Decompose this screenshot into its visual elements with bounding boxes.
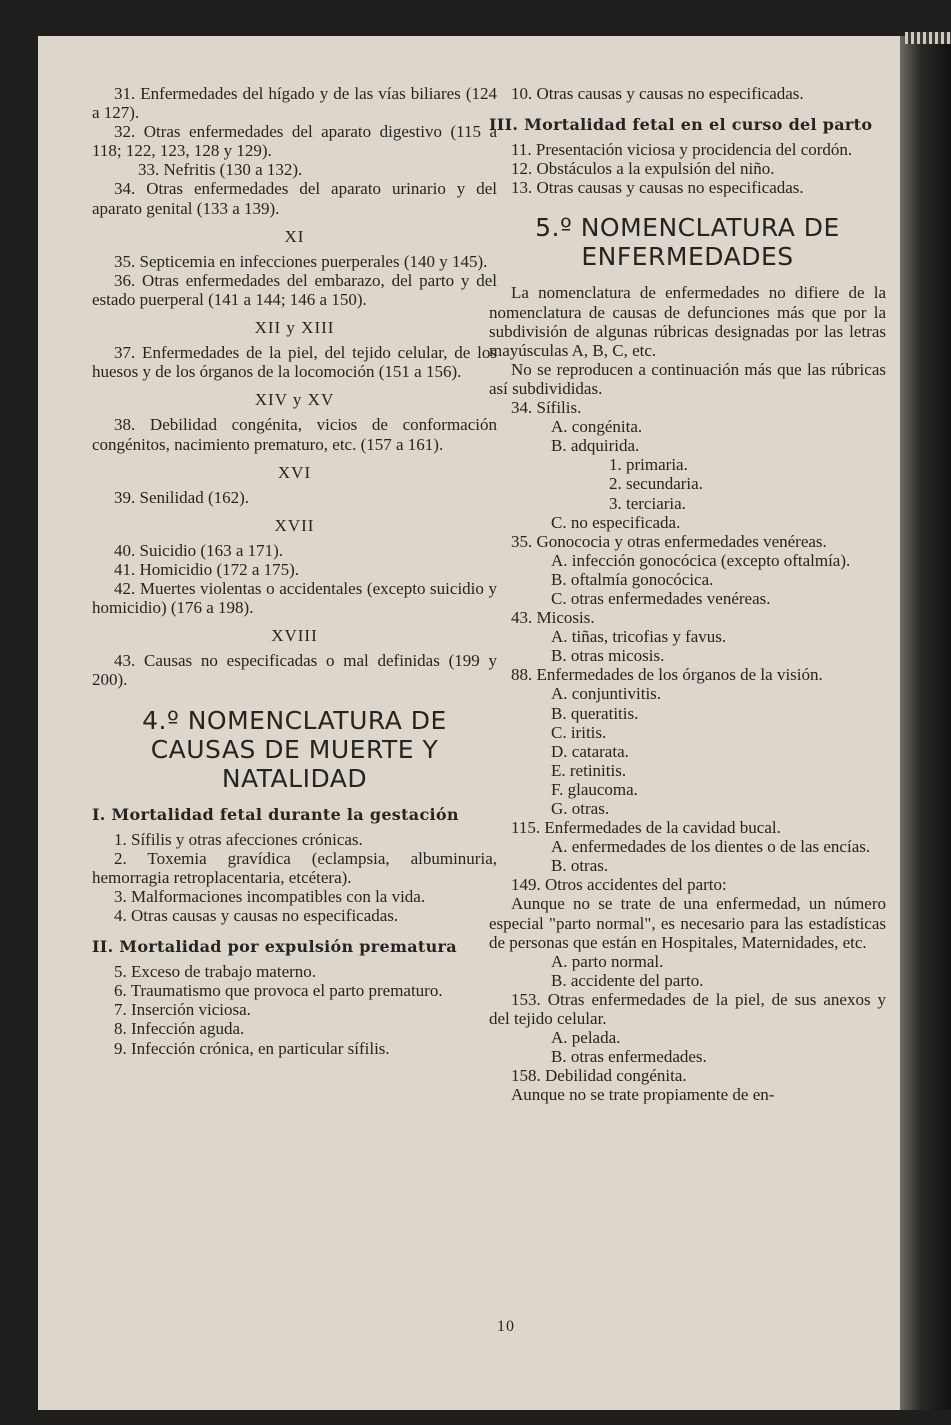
list-item: 2. Toxemia gravídica (eclampsia, albuminuria, hemorragia retroplacentaria, etcétera). bbox=[92, 848, 497, 887]
list-item: 36. Otras enfermedades del embarazo, del parto y del estado puerperal (141 a 144; 146 a 150). bbox=[92, 270, 497, 309]
section-title: 4.º NOMENCLATURA DE CAUSAS DE MUERTE Y NATALIDAD bbox=[142, 705, 447, 793]
list-item: G. otras. bbox=[551, 799, 610, 818]
list-item: 12. Obstáculos a la expulsión del niño. bbox=[511, 159, 775, 179]
list-item: 42. Muertes violentas o accidentales (excepto suicidio y homicidio) (176 a 198). bbox=[92, 579, 497, 618]
list-item: B. oftalmía gonocócica. bbox=[551, 569, 714, 589]
list-item: 35. Gonococia y otras enfermedades venéreas. bbox=[511, 531, 827, 551]
list-item: 1. primaria. bbox=[609, 455, 688, 475]
list-item: 8. Infección aguda. bbox=[114, 1019, 245, 1039]
list-item: 33. Nefritis (130 a 132). bbox=[138, 160, 303, 180]
group-heading: XVII bbox=[274, 515, 315, 535]
list-item: 34. Otras enfermedades del aparato urinario y del aparato genital (133 a 139). bbox=[92, 179, 497, 218]
list-item: 149. Otros accidentes del parto: bbox=[511, 875, 727, 895]
page-edge bbox=[905, 32, 951, 44]
list-item: 6. Traumatismo que provoca el parto prematuro. bbox=[114, 981, 443, 1001]
paragraph: La nomenclatura de enfermedades no difiere de la nomenclatura de causas de defunciones más que por la subdivisión de algunas rúbricas designadas por las letras mayúsculas A, B, C, etc. bbox=[489, 283, 886, 360]
group-heading: XI bbox=[284, 226, 305, 246]
list-item: 4. Otras causas y causas no especificadas. bbox=[114, 906, 399, 925]
subsection-heading: I. Mortalidad fetal durante la gestación bbox=[92, 804, 459, 824]
list-item: 11. Presentación viciosa y procidencia del cordón. bbox=[511, 140, 853, 160]
list-item: B. adquirida. bbox=[551, 436, 640, 456]
paragraph: Aunque no se trate propiamente de en- bbox=[511, 1085, 775, 1105]
list-item: B. otras. bbox=[551, 856, 609, 876]
list-item: 88. Enfermedades de los órganos de la visión. bbox=[511, 665, 823, 685]
paragraph: No se reproducen a continuación más que las rúbricas así subdivididas. bbox=[489, 359, 886, 398]
list-item: A. infección gonocócica (excepto oftalmía). bbox=[551, 550, 851, 570]
list-item: 43. Causas no especificadas o mal definidas (199 y 200). bbox=[92, 651, 497, 690]
paragraph: Aunque no se trate de una enfermedad, un número especial "parto normal", es necesario para las estadísticas de personas que están en Hospitales, Maternidades, etc. bbox=[489, 894, 886, 952]
list-item: 40. Suicidio (163 a 171). bbox=[114, 540, 284, 560]
list-item: B. otras enfermedades. bbox=[551, 1047, 707, 1067]
list-item: 39. Senilidad (162). bbox=[114, 487, 250, 507]
group-heading: XVI bbox=[277, 462, 312, 482]
list-item: 7. Inserción viciosa. bbox=[114, 1000, 251, 1020]
list-item: 32. Otras enfermedades del aparato digestivo (115 a 118; 122, 123, 128 y 129). bbox=[92, 122, 497, 161]
list-item: 34. Sífilis. bbox=[511, 398, 582, 418]
section-title: 5.º NOMENCLATURA DE ENFERMEDADES bbox=[535, 213, 840, 272]
list-item: 158. Debilidad congénita. bbox=[511, 1066, 687, 1086]
list-item: A. enfermedades de los dientes o de las encías. bbox=[551, 837, 871, 857]
list-item: B. accidente del parto. bbox=[551, 970, 704, 990]
right-column bbox=[489, 84, 886, 1105]
list-item: 37. Enfermedades de la piel, del tejido celular, de los huesos y de los órganos de la locomoción (151 a 156). bbox=[92, 343, 497, 382]
left-column bbox=[92, 84, 497, 1058]
list-item: D. catarata. bbox=[551, 741, 629, 761]
list-item: A. tiñas, tricofias y favus. bbox=[551, 627, 727, 647]
list-item: 3. terciaria. bbox=[609, 493, 686, 513]
list-item: 38. Debilidad congénita, vicios de conformación congénitos, nacimiento prematuro, etc. (157 a 161). bbox=[92, 415, 497, 454]
list-item: C. iritis. bbox=[551, 722, 607, 742]
list-item: 9. Infección crónica, en particular sífilis. bbox=[114, 1038, 390, 1058]
list-item: F. glaucoma. bbox=[551, 779, 638, 799]
group-heading: XVIII bbox=[271, 626, 318, 646]
list-item: E. retinitis. bbox=[551, 760, 627, 780]
list-item: C. no especificada. bbox=[551, 512, 681, 532]
list-item: A. pelada. bbox=[551, 1028, 621, 1048]
page-number: 10 bbox=[497, 1318, 515, 1335]
list-item: 3. Malformaciones incompatibles con la vida. bbox=[114, 886, 426, 906]
list-item: 31. Enfermedades del hígado y de las vías biliares (124 a 127). bbox=[92, 84, 497, 123]
group-heading: XII y XIII bbox=[254, 318, 335, 338]
list-item: 41. Homicidio (172 a 175). bbox=[114, 559, 300, 579]
list-item: 5. Exceso de trabajo materno. bbox=[114, 962, 317, 982]
list-item: B. otras micosis. bbox=[551, 646, 665, 666]
list-item: 153. Otras enfermedades de la piel, de sus anexos y del tejido celular. bbox=[489, 989, 886, 1029]
list-item: 1. Sífilis y otras afecciones crónicas. bbox=[114, 829, 363, 849]
list-item: 115. Enfermedades de la cavidad bucal. bbox=[511, 818, 781, 838]
list-item: 2. secundaria. bbox=[609, 474, 703, 494]
subsection-heading: II. Mortalidad por expulsión prematura bbox=[92, 937, 457, 957]
subsection-heading: III. Mortalidad fetal en el curso del parto bbox=[489, 115, 873, 135]
list-item: 43. Micosis. bbox=[511, 608, 595, 628]
book-spine bbox=[900, 36, 951, 1410]
list-item: A. parto normal. bbox=[551, 951, 664, 971]
list-item: 10. Otras causas y causas no especificadas. bbox=[511, 84, 804, 103]
list-item: A. congénita. bbox=[551, 417, 643, 437]
list-item: C. otras enfermedades venéreas. bbox=[551, 588, 771, 608]
group-heading: XIV y XV bbox=[254, 390, 335, 410]
list-item: 13. Otras causas y causas no especificadas. bbox=[511, 178, 804, 198]
list-item: A. conjuntivitis. bbox=[551, 684, 662, 704]
list-item: 35. Septicemia en infecciones puerperales (140 y 145). bbox=[114, 251, 488, 271]
list-item: B. queratitis. bbox=[551, 703, 639, 723]
